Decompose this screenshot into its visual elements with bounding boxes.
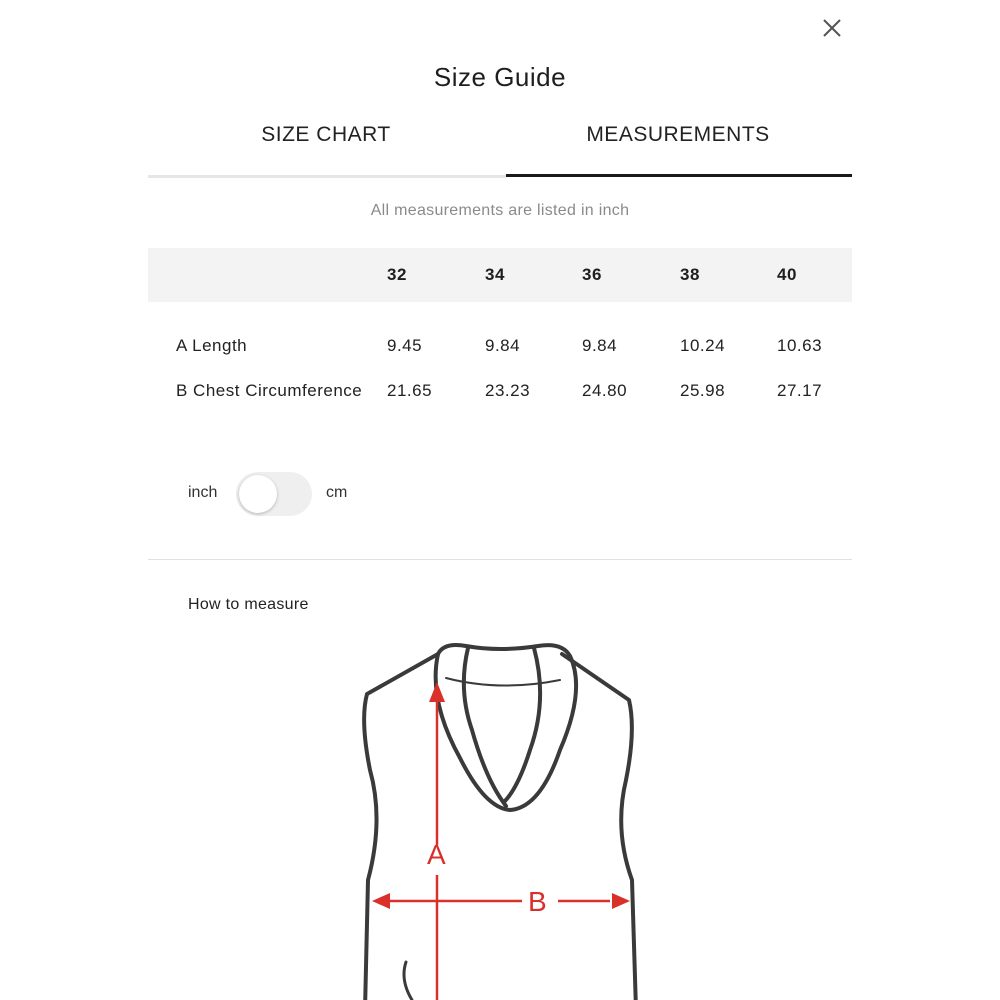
table-cell: 9.84 [582,336,618,355]
tab-underline-active [506,174,852,177]
size-header: 32 [387,265,407,284]
table-cell: 25.98 [680,381,726,400]
table-cell: 10.63 [777,336,823,355]
table-cell: 9.45 [387,336,423,355]
table-cell: 9.84 [485,336,521,355]
tab-bar [148,118,852,178]
table-cell: 21.65 [387,381,433,400]
modal-title: Size Guide [433,62,567,92]
garment-measurement-diagram [340,630,660,1000]
tab-size-chart[interactable]: SIZE CHART [261,123,391,146]
close-icon[interactable] [818,14,846,42]
size-header: 38 [680,265,700,284]
size-header: 36 [582,265,602,284]
table-cell: 23.23 [485,381,531,400]
marker-b-label: B [528,886,547,917]
unit-toggle[interactable] [236,472,312,516]
size-header: 40 [777,265,797,284]
size-header: 34 [485,265,505,284]
tab-underline-inactive [148,175,506,178]
measurement-arrows [372,682,630,1000]
section-divider [148,559,852,560]
units-note: All measurements are listed in inch [370,202,630,219]
unit-label-inch: inch [188,484,218,501]
table-cell: 24.80 [582,381,628,400]
how-to-measure-heading: How to measure [188,596,309,613]
row-label: B Chest Circumference [176,381,363,400]
table-cell: 10.24 [680,336,726,355]
unit-label-cm: cm [326,484,348,501]
table-cell: 27.17 [777,381,823,400]
tab-measurements[interactable]: MEASUREMENTS [586,123,770,146]
marker-a-label: A [427,839,446,870]
toggle-knob [239,475,277,513]
row-label: A Length [176,336,248,355]
